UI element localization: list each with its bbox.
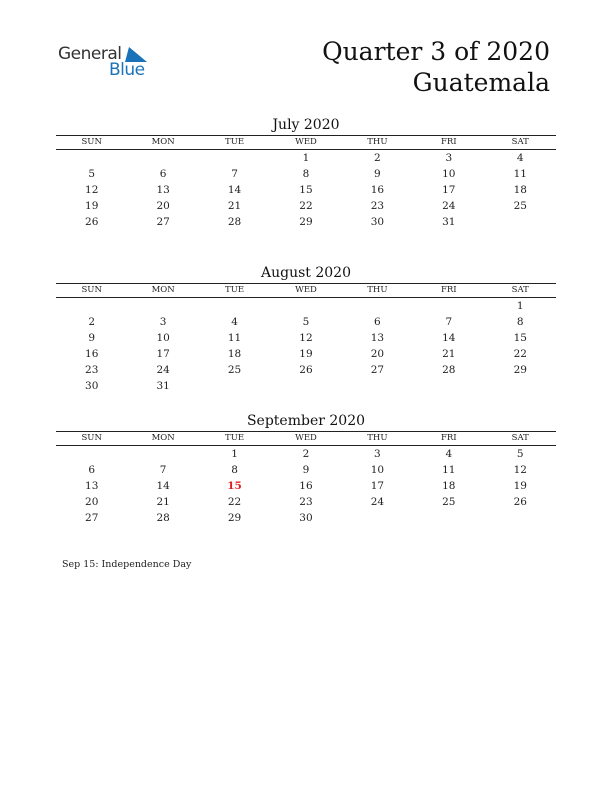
day-cell: 21 <box>442 348 456 360</box>
month-title: July 2020 <box>272 117 340 133</box>
empty-day-cell <box>342 378 413 394</box>
empty-day-cell <box>127 298 198 315</box>
day-cell: 14 <box>156 480 170 492</box>
day-cell: 2 <box>88 316 96 328</box>
day-cell: 29 <box>299 216 313 228</box>
day-cell: 10 <box>370 464 385 476</box>
day-cell: 27 <box>85 512 99 524</box>
empty-day-cell <box>56 446 127 463</box>
day-cell: 14 <box>227 184 242 196</box>
weekday-header-row <box>56 136 556 150</box>
day-cell: 3 <box>374 448 381 460</box>
week-row <box>56 446 556 463</box>
day-cell: 17 <box>370 480 385 492</box>
month-calendar <box>56 116 556 230</box>
weekday-header: THU <box>342 432 413 446</box>
day-cell: 22 <box>227 496 242 508</box>
month-title: August 2020 <box>261 265 351 281</box>
empty-day-cell <box>199 150 270 167</box>
weekday-header: TUE <box>199 432 270 446</box>
day-cell: 27 <box>370 364 385 376</box>
day-cell: 12 <box>513 464 527 476</box>
day-cell: 7 <box>231 168 238 180</box>
day-cell: 22 <box>299 200 313 212</box>
weekday-header: WED <box>270 284 341 298</box>
empty-day-cell <box>342 298 413 315</box>
day-cell: 28 <box>442 364 456 376</box>
week-row <box>56 378 556 394</box>
month-calendar <box>56 412 556 526</box>
day-cell: 11 <box>227 332 242 344</box>
empty-day-cell <box>56 298 127 315</box>
weekday-header: FRI <box>413 284 484 298</box>
week-row <box>56 198 556 214</box>
day-cell: 11 <box>442 464 456 476</box>
weekday-header: THU <box>342 136 413 150</box>
day-cell: 2 <box>374 152 381 164</box>
day-cell: 13 <box>85 480 99 492</box>
day-cell: 4 <box>231 316 238 328</box>
day-cell: 30 <box>85 380 99 392</box>
day-cell: 4 <box>445 448 453 460</box>
day-cell: 4 <box>516 152 524 164</box>
week-row <box>56 182 556 198</box>
day-cell: 9 <box>374 168 381 180</box>
week-row <box>56 314 556 330</box>
day-cell: 20 <box>156 200 170 212</box>
weekday-header: SUN <box>56 284 127 298</box>
day-cell: 18 <box>227 348 242 360</box>
weekday-header: SAT <box>485 136 556 150</box>
weekday-header: WED <box>270 136 341 150</box>
day-cell: 15 <box>513 332 527 344</box>
empty-day-cell <box>199 298 270 315</box>
day-cell: 20 <box>370 348 385 360</box>
day-cell: 10 <box>156 332 170 344</box>
week-row <box>56 298 556 315</box>
day-cell: 28 <box>227 216 242 228</box>
day-cell: 7 <box>445 316 453 328</box>
empty-day-cell <box>56 150 127 167</box>
day-cell: 6 <box>374 316 381 328</box>
day-cell: 19 <box>299 348 313 360</box>
week-row <box>56 166 556 182</box>
day-cell: 18 <box>442 480 456 492</box>
holiday-note: Sep 15: Independence Day <box>62 559 192 570</box>
day-cell: 1 <box>516 300 524 312</box>
day-cell: 25 <box>227 364 242 376</box>
week-row <box>56 462 556 478</box>
day-cell: 17 <box>156 348 170 360</box>
day-cell: 6 <box>159 168 167 180</box>
weekday-header: FRI <box>413 136 484 150</box>
day-cell: 16 <box>370 184 385 196</box>
empty-day-cell <box>413 378 484 394</box>
weekday-header-row <box>56 432 556 446</box>
day-cell: 6 <box>88 464 96 476</box>
day-cell: 12 <box>299 332 313 344</box>
country-title: Guatemala <box>412 68 550 97</box>
day-cell: 21 <box>227 200 242 212</box>
day-cell: 14 <box>442 332 456 344</box>
empty-day-cell <box>485 510 556 526</box>
day-cell: 8 <box>231 464 238 476</box>
day-cell: 12 <box>85 184 99 196</box>
logo-word-general: General <box>58 44 122 64</box>
day-cell: 10 <box>442 168 456 180</box>
day-cell: 23 <box>85 364 99 376</box>
day-cell: 9 <box>302 464 310 476</box>
day-cell: 29 <box>513 364 527 376</box>
weekday-header: SAT <box>485 432 556 446</box>
month-grid <box>56 431 556 526</box>
empty-day-cell <box>485 214 556 230</box>
week-row <box>56 494 556 510</box>
day-cell: 3 <box>445 152 453 164</box>
day-cell: 13 <box>370 332 385 344</box>
week-row <box>56 346 556 362</box>
weekday-header: MON <box>127 432 198 446</box>
day-cell: 28 <box>156 512 170 524</box>
empty-day-cell <box>127 446 198 463</box>
day-cell: 25 <box>442 496 456 508</box>
day-cell: 31 <box>442 216 456 228</box>
day-cell: 16 <box>299 480 313 492</box>
day-cell: 8 <box>302 168 310 180</box>
weekday-header: THU <box>342 284 413 298</box>
empty-day-cell <box>270 298 341 315</box>
weekday-header: FRI <box>413 432 484 446</box>
day-cell: 26 <box>513 496 527 508</box>
week-row <box>56 362 556 378</box>
weekday-header: WED <box>270 432 341 446</box>
brand-logo <box>58 44 158 84</box>
day-cell: 1 <box>302 152 310 164</box>
day-cell: 16 <box>85 348 99 360</box>
day-cell: 30 <box>370 216 385 228</box>
day-cell: 13 <box>156 184 170 196</box>
day-cell: 7 <box>159 464 167 476</box>
day-cell: 15 <box>299 184 313 196</box>
weekday-header: MON <box>127 284 198 298</box>
empty-day-cell <box>199 378 270 394</box>
day-cell: 24 <box>370 496 385 508</box>
day-cell: 9 <box>88 332 96 344</box>
week-row <box>56 214 556 230</box>
month-calendar <box>56 264 556 394</box>
day-cell: 5 <box>88 168 96 180</box>
day-cell: 24 <box>156 364 170 376</box>
holiday-day-cell: 15 <box>227 480 242 492</box>
day-cell: 17 <box>442 184 456 196</box>
empty-day-cell <box>270 378 341 394</box>
empty-day-cell <box>413 510 484 526</box>
day-cell: 29 <box>227 512 242 524</box>
weekday-header: TUE <box>199 284 270 298</box>
day-cell: 25 <box>513 200 527 212</box>
day-cell: 18 <box>513 184 527 196</box>
weekday-header: SAT <box>485 284 556 298</box>
empty-day-cell <box>413 298 484 315</box>
weekday-header: SUN <box>56 136 127 150</box>
day-cell: 24 <box>442 200 456 212</box>
day-cell: 19 <box>85 200 99 212</box>
weekday-header: MON <box>127 136 198 150</box>
weekday-header: TUE <box>199 136 270 150</box>
week-row <box>56 330 556 346</box>
day-cell: 20 <box>85 496 99 508</box>
day-cell: 31 <box>156 380 170 392</box>
day-cell: 19 <box>513 480 527 492</box>
weekday-header-row <box>56 284 556 298</box>
empty-day-cell <box>342 510 413 526</box>
day-cell: 26 <box>299 364 313 376</box>
day-cell: 27 <box>156 216 170 228</box>
quarter-title: Quarter 3 of 2020 <box>322 37 550 66</box>
empty-day-cell <box>485 378 556 394</box>
day-cell: 21 <box>156 496 170 508</box>
day-cell: 5 <box>516 448 524 460</box>
logo-word-blue: Blue <box>109 60 145 80</box>
day-cell: 22 <box>513 348 527 360</box>
day-cell: 23 <box>299 496 313 508</box>
week-row <box>56 478 556 494</box>
day-cell: 2 <box>302 448 310 460</box>
day-cell: 1 <box>231 448 238 460</box>
day-cell: 3 <box>159 316 167 328</box>
week-row <box>56 150 556 167</box>
day-cell: 26 <box>85 216 99 228</box>
empty-day-cell <box>127 150 198 167</box>
month-grid <box>56 135 556 230</box>
week-row <box>56 510 556 526</box>
month-title: September 2020 <box>246 413 366 429</box>
day-cell: 8 <box>516 316 524 328</box>
day-cell: 30 <box>299 512 313 524</box>
month-grid <box>56 283 556 394</box>
day-cell: 23 <box>370 200 385 212</box>
page-title <box>322 36 550 98</box>
day-cell: 11 <box>513 168 527 180</box>
weekday-header: SUN <box>56 432 127 446</box>
day-cell: 5 <box>302 316 310 328</box>
